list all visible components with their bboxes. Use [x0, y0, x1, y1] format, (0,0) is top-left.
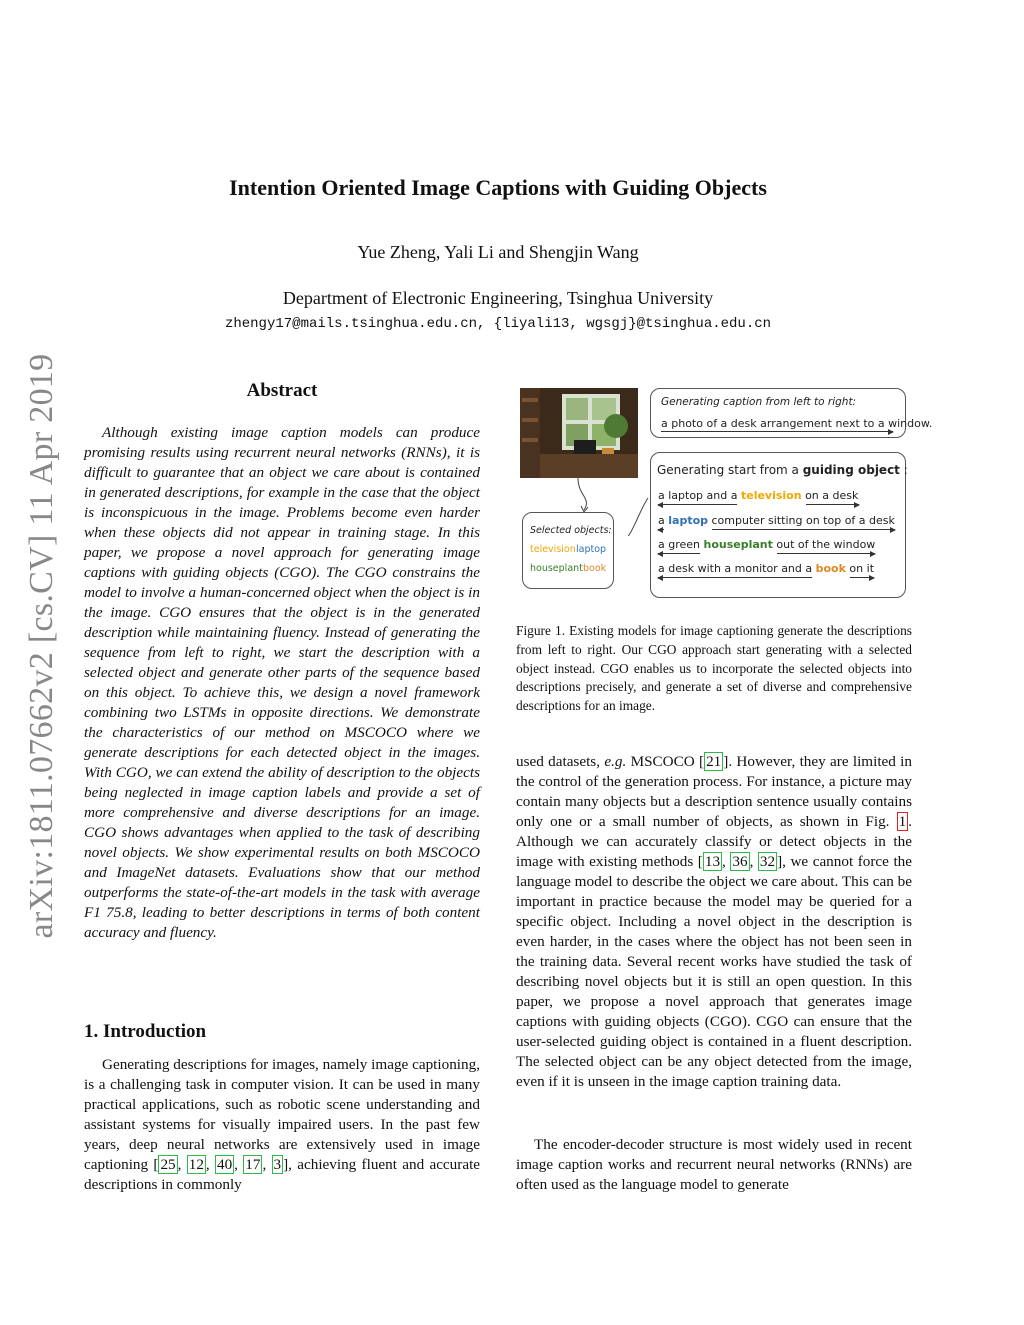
arxiv-identifier: arXiv:1811.07662v2 [cs.CV] 11 Apr 2019 — [23, 353, 60, 939]
guiding-object-word: television — [740, 489, 802, 502]
paragraph-text: ], we cannot force the language model to describe the object we care about. This can be important in practice because the model may be queried for a specific object. Including a novel object in the description is even harder, in the cases where the object has not been seen in the training data. Several recent works have studied the task of describing novel objects but it is still an open question. In this paper, we propose a novel approach that generates image captions with guiding objects (CGO). CGO can ensure that the user-selected guiding object is contained in a fluent description. The selected object can be any object detected from the image, even if it is unseen in the image caption training data. — [516, 853, 912, 1090]
abstract-body: Although existing image caption models can produce promising results using recurrent neural networks (RNNs), it is difficult to guarantee that an object we care about is contained in generated descriptions, for example in the case that the object is inconspicuous in the image. Problems become even harder when these objects did not appear in training stage. In this paper, we propose a novel approach for generating image captions with guiding objects (CGO). The CGO constrains the model to involve a human-concerned object when the object is in the image. CGO ensures that the object is in the generated description while maintaining fluency. Instead of generating the sequence from left to right, we start the description with a selected object and generate other parts of the sequence based on this object. To achieve this, we design a novel framework combining two LSTMs in opposite directions. We demonstrate the characteristics of our method on MSCOCO where we generate descriptions for each detected object in the images. With CGO, we can extend the ability of description to the objects being neglected in image caption labels and provide a set of more comprehensive and diverse descriptions for an image. CGO shows advantages when applied to the task of describing novel objects. We show experimental results on both MSCOCO and ImageNet datasets. Evaluations show that our method outperforms the state-of-the-art models in the task with average F1 75.8, leading to better descriptions in terms of both content accuracy and fluency. — [84, 424, 480, 941]
caption-suffix: on it — [845, 562, 875, 575]
authors: Yue Zheng, Yali Li and Shengjin Wang — [357, 242, 639, 262]
ltr-caption: a photo of a desk arrangement next to a window. — [661, 417, 933, 430]
citation-link[interactable]: 25 — [160, 1156, 176, 1173]
forward-direction-arrow — [777, 547, 875, 554]
guide-heading-colon: : — [899, 463, 908, 477]
selected-object-book: book — [583, 563, 607, 574]
emails: zhengy17@mails.tsinghua.edu.cn, {liyali13, wgsgj}@tsinghua.edu.cn — [224, 316, 772, 332]
figure-reference-link[interactable]: 1 — [898, 813, 907, 830]
introduction-paragraph-continued — [516, 752, 912, 1092]
forward-direction-arrow — [806, 498, 859, 505]
citation-link[interactable]: 17 — [245, 1156, 261, 1173]
backward-direction-arrow — [658, 498, 737, 505]
desk-photo — [520, 388, 638, 478]
forward-direction-arrow — [850, 571, 874, 578]
paragraph-text: . Although we can accurately classify or detect objects in the image with existing methods [ — [516, 813, 912, 870]
paragraph-text: Generating descriptions for images, namely image captioning, is a challenging task in computer vision. It can be used in many practical applications, such as robotic scene understanding and assistant systems for visually impaired users. In the past few years, deep neural networks are extensively used in image captioning [ — [84, 1056, 480, 1173]
guiding-object-word: houseplant — [703, 538, 773, 551]
caption-suffix: computer sitting on top of a desk — [708, 514, 895, 527]
guiding-object-word: laptop — [668, 514, 709, 527]
desk-scene-image — [520, 388, 638, 478]
citation-link[interactable]: 32 — [759, 853, 776, 870]
citation-link[interactable]: 13 — [704, 853, 721, 870]
paper-title: Intention Oriented Image Captions with Guiding Objects — [229, 175, 767, 200]
selected-object-television: television — [530, 544, 576, 555]
backward-direction-arrow — [658, 523, 664, 530]
selected-objects-box — [522, 512, 614, 589]
citation-list: 25 , 12 , 40 , 17 , 3 — [160, 1156, 282, 1173]
paragraph-text: ], achieving fluent and accurate descriptions in commonly — [84, 1156, 481, 1193]
guiding-object-caption-box — [650, 452, 906, 598]
caption-suffix: on a desk — [801, 489, 859, 502]
introduction-paragraph — [84, 1055, 480, 1195]
introduction-heading: 1. Introduction — [84, 1021, 207, 1042]
introduction-paragraph-2: The encoder-decoder structure is most widely used in recent image caption works and recurrent neural networks (RNNs) are often used as the language model to generate — [516, 1136, 912, 1193]
paragraph-text: ]. However, they are limited in the control of the generation process. For instance, a picture may contain many objects but a description sentence usually contains only one or a small number of objects, as shown in Fig. — [516, 753, 912, 830]
abstract-heading: Abstract — [246, 380, 318, 401]
affiliation: Department of Electronic Engineering, Tsinghua University — [282, 288, 714, 308]
backward-direction-arrow — [658, 547, 700, 554]
citation-link[interactable]: 40 — [216, 1156, 233, 1173]
ltr-heading: Generating caption from left to right: — [661, 396, 857, 408]
selected-object-houseplant: houseplant — [530, 563, 583, 574]
left-to-right-caption-box — [650, 388, 933, 438]
guiding-object-word: book — [815, 562, 846, 575]
caption-suffix: out of the window — [772, 538, 876, 551]
citation-list: 13 , 36 , 32 — [704, 853, 776, 870]
citation-link[interactable]: 3 — [273, 1156, 282, 1173]
citation-link[interactable]: 36 — [732, 853, 748, 870]
selected-object-laptop: laptop — [576, 544, 607, 555]
citation-link[interactable]: 21 — [706, 753, 722, 770]
backward-direction-arrow — [658, 571, 812, 578]
caption-prefix: a green — [658, 538, 704, 551]
citation-link[interactable]: 12 — [188, 1156, 204, 1173]
caption-prefix: a desk with a monitor and a — [658, 562, 816, 575]
eg-abbreviation: e.g. — [604, 753, 627, 770]
paragraph-text: MSCOCO [ — [626, 753, 705, 770]
guide-heading — [657, 463, 908, 477]
paragraph-text: used datasets, — [516, 753, 605, 770]
caption-prefix: a laptop and a — [658, 489, 741, 502]
selected-heading: Selected objects: — [530, 525, 612, 536]
figure-caption: Figure 1. Existing models for image captioning generate the descriptions from left to right. Our CGO approach start generating with a selected object instead. CGO enables us to incorporate the selected objects into descriptions precisely, and generate a set of diverse and comprehensive descriptions for an image. — [516, 623, 912, 714]
ltr-direction-arrow — [661, 425, 893, 432]
caption-prefix: a — [658, 514, 669, 527]
guide-heading-emphasis: guiding object — [802, 463, 900, 477]
guide-heading-text: Generating start from a — [657, 463, 803, 477]
forward-direction-arrow — [712, 523, 895, 530]
